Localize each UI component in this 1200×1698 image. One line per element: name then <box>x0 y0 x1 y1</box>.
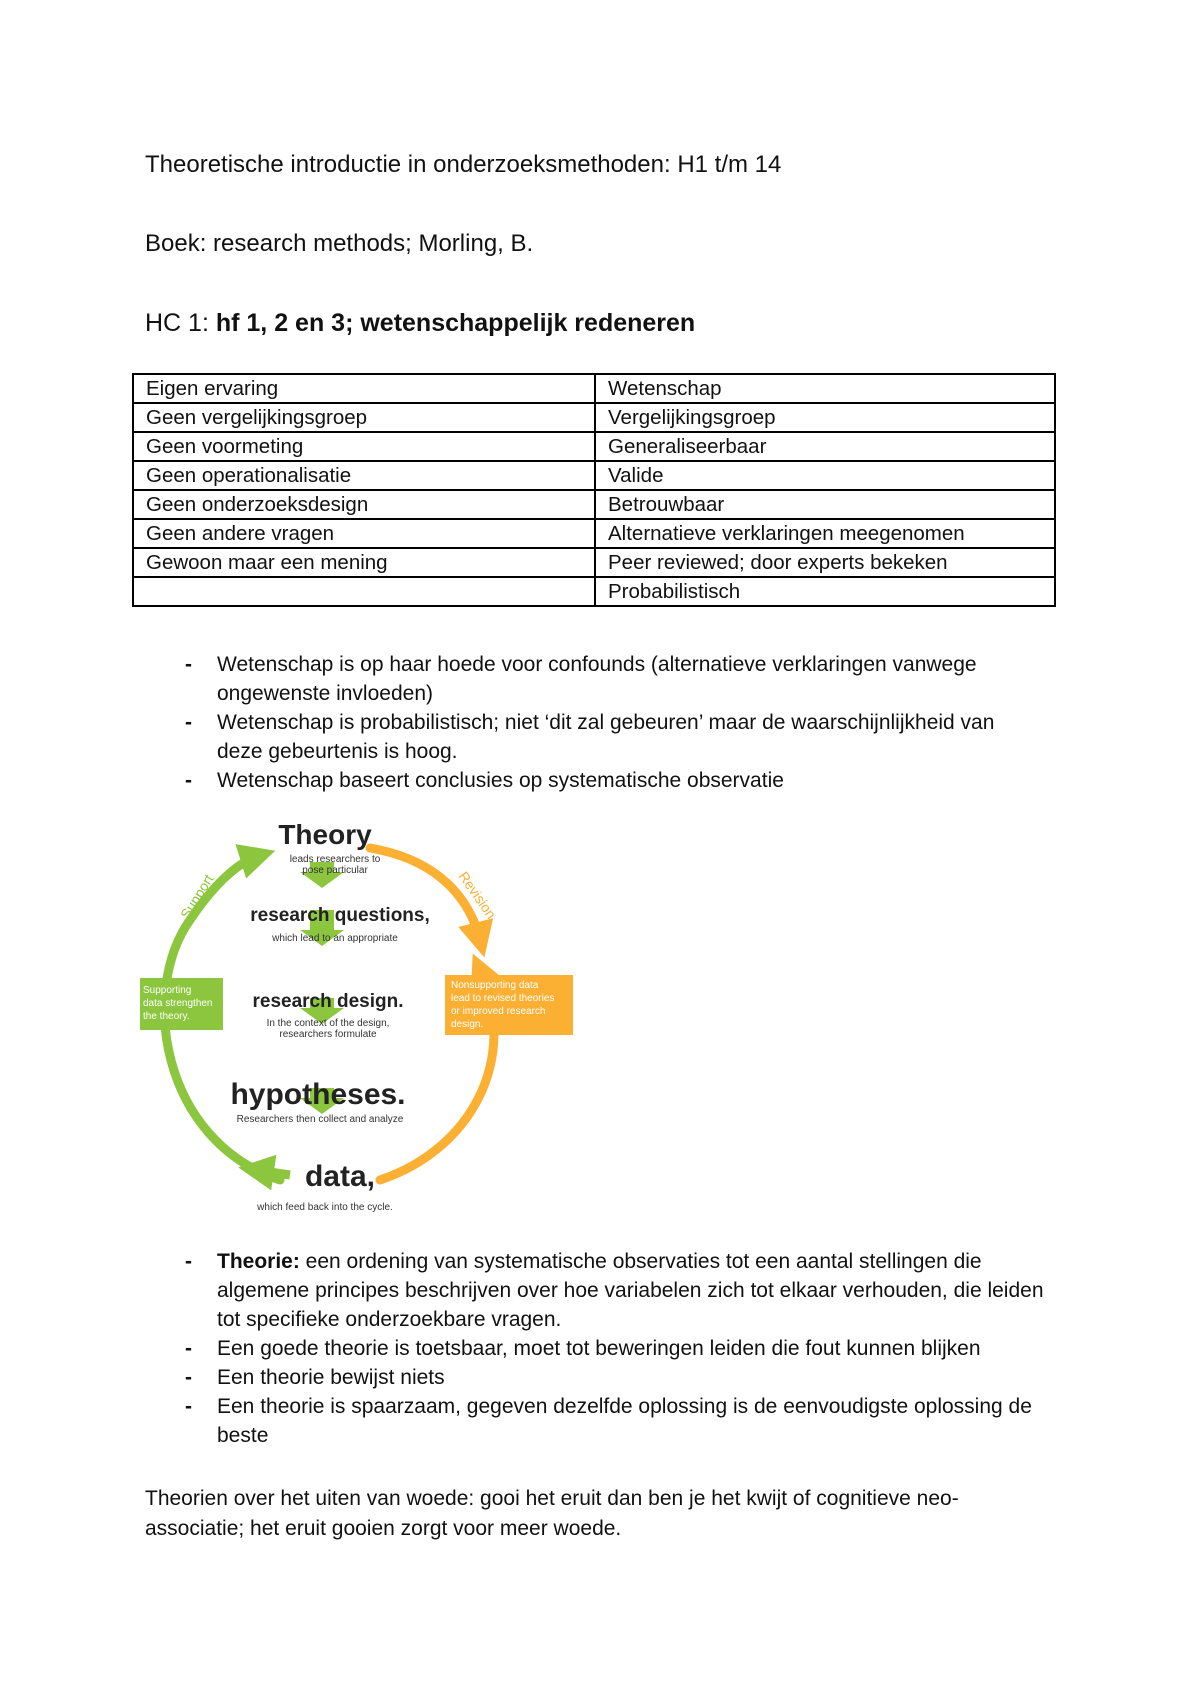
table-row <box>133 519 1055 548</box>
list-item-text: Een theorie bewijst niets <box>217 1366 445 1389</box>
table-cell: Gewoon maar een mening <box>133 548 595 577</box>
table-cell: Geen vergelijkingsgroep <box>133 403 595 432</box>
list-item <box>145 1334 1045 1363</box>
table-row <box>133 548 1055 577</box>
table-row <box>133 432 1055 461</box>
revision-arrow <box>370 848 480 940</box>
list-item <box>145 1247 1045 1334</box>
green-box-line-3: the theory. <box>143 1011 190 1022</box>
data-sub: which feed back into the cycle. <box>257 1202 393 1213</box>
table-cell: Eigen ervaring <box>133 374 595 403</box>
table-cell: Peer reviewed; door experts bekeken <box>595 548 1055 577</box>
orange-box-line-1: Nonsupporting data <box>451 980 539 991</box>
support-label: Support <box>176 871 217 922</box>
table-cell: Geen andere vragen <box>133 519 595 548</box>
hyp-sub: Researchers then collect and analyze <box>236 1114 404 1125</box>
table-row <box>133 374 1055 403</box>
table-cell: Geen onderzoeksdesign <box>133 490 595 519</box>
table-cell <box>133 577 595 606</box>
table-cell: Valide <box>595 461 1055 490</box>
table-cell: Vergelijkingsgroep <box>595 403 1055 432</box>
table-row <box>133 461 1055 490</box>
table-row <box>133 490 1055 519</box>
green-box-line-2: data strengthen <box>143 998 213 1009</box>
table-cell: Probabilistisch <box>595 577 1055 606</box>
list-item: - Wetenschap is probabilistisch; niet ‘dit zal gebeuren’ maar de waarschijnlijkheid van deze gebeurtenis is hoog. <box>145 708 1045 766</box>
list-item-text: Een goede theorie is toetsbaar, moet tot beweringen leiden die fout kunnen blijken <box>217 1337 981 1360</box>
data-label: data, <box>304 1160 376 1193</box>
support-arrow-head-bottom <box>256 1170 290 1175</box>
section-heading-bold: hf 1, 2 en 3; wetenschappelijk redeneren <box>215 309 696 337</box>
list-item: - Wetenschap is op haar hoede voor confounds (alternatieve verklaringen vanwege ongewenste invloeden) <box>145 650 1045 708</box>
rd-label: research design. <box>252 991 404 1012</box>
section-heading-prefix: HC 1: <box>145 309 216 337</box>
rd-sub-1: In the context of the design, <box>266 1018 390 1029</box>
table-cell: Generaliseerbaar <box>595 432 1055 461</box>
list-item <box>145 1392 1045 1450</box>
list-item <box>145 1363 1045 1392</box>
table-cell: Wetenschap <box>595 374 1055 403</box>
theory-label: Theory <box>278 820 372 850</box>
table-cell: Betrouwbaar <box>595 490 1055 519</box>
rq-sub: which lead to an appropriate <box>272 933 398 944</box>
orange-box-line-3: or improved research <box>451 1006 546 1017</box>
theory-sub-1: leads researchers to <box>289 854 381 865</box>
green-box-line-1: Supporting <box>143 985 192 996</box>
rd-sub-2: researchers formulate <box>279 1029 377 1040</box>
document-title: Theoretische introductie in onderzoeksmethoden: H1 t/m 14 <box>145 151 782 178</box>
rq-label: research questions, <box>250 905 430 926</box>
table-row <box>133 577 1055 606</box>
table-row <box>133 403 1055 432</box>
list-item: - Wetenschap baseert conclusies op systematische observatie <box>145 766 1045 795</box>
anger-theories-paragraph: Theorien over het uiten van woede: gooi het eruit dan ben je het kwijt of cognitieve neo-associatie; het eruit gooien zorgt voor meer woede. <box>145 1487 959 1540</box>
section-heading <box>145 308 695 338</box>
hyp-label: hypotheses. <box>230 1078 406 1111</box>
table-cell: Geen operationalisatie <box>133 461 595 490</box>
orange-box-line-4: design. <box>451 1019 484 1030</box>
table-cell: Geen voormeting <box>133 432 595 461</box>
theory-cycle-diagram <box>140 820 590 1220</box>
book-reference: Boek: research methods; Morling, B. <box>145 230 534 257</box>
revision-label: Revision <box>455 868 500 922</box>
comparison-table <box>132 373 1056 607</box>
table-cell: Alternatieve verklaringen meegenomen <box>595 519 1055 548</box>
list-item-text: een ordening van systematische observaties tot een aantal stellingen die algemene principes beschrijven over hoe variabelen zich tot elkaar verhouden, die leiden tot specifieke onderzoekbare vragen. <box>217 1250 1044 1331</box>
theory-bullets <box>145 1247 1045 1450</box>
flow-arrows <box>300 862 344 1114</box>
orange-box-line-2: lead to revised theories <box>451 993 555 1004</box>
theory-sub-2: pose particular <box>302 865 368 876</box>
science-bullets <box>145 650 1045 795</box>
list-item-bold: Theorie: <box>217 1250 300 1273</box>
list-item-text: Een theorie is spaarzaam, gegeven dezelfde oplossing is de eenvoudigste oplossing de beste <box>217 1395 1032 1447</box>
